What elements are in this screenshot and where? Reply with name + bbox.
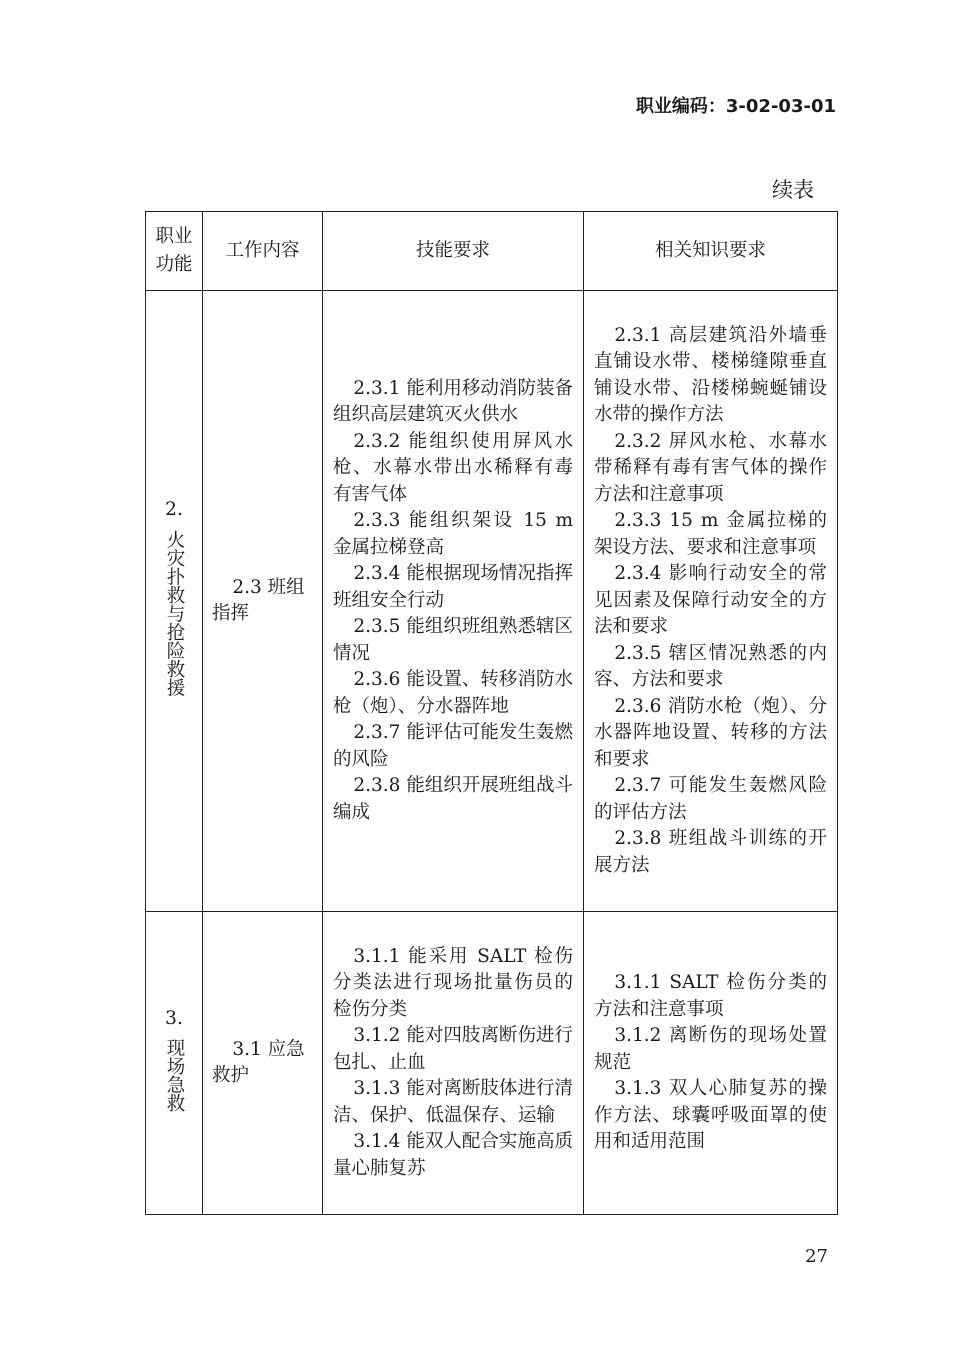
skill-item: 3.1.1 能采用 SALT 检伤分类法进行现场批量伤员的检伤分类 bbox=[333, 945, 573, 1020]
knowledge-item: 2.3.7 可能发生轰燃风险的评估方法 bbox=[594, 775, 827, 823]
knowledge-cell bbox=[584, 912, 838, 1215]
knowledge-item: 2.3.6 消防水枪（炮）、分水器阵地设置、转移的方法和要求 bbox=[594, 695, 827, 770]
knowledge-item: 2.3.2 屏风水枪、水幕水带稀释有毒有害气体的操作方法和注意事项 bbox=[594, 430, 827, 505]
knowledge-item: 3.1.3 双人心肺复苏的操作方法、球囊呼吸面罩的使用和适用范围 bbox=[594, 1078, 827, 1153]
page-number: 27 bbox=[805, 1246, 828, 1267]
knowledge-item: 2.3.4 影响行动安全的常见因素及保障行动安全的方法和要求 bbox=[594, 563, 827, 638]
knowledge-item: 2.3.1 高层建筑沿外墙垂直铺设水带、楼梯缝隙垂直铺设水带、沿楼梯蜿蜒铺设水带的操作方法 bbox=[594, 324, 827, 426]
skill-item: 2.3.5 能组织班组熟悉辖区情况 bbox=[333, 616, 573, 664]
function-number: 3. bbox=[165, 1007, 183, 1029]
function-number: 2. bbox=[165, 499, 183, 521]
knowledge-cell bbox=[584, 291, 838, 912]
skill-item: 2.3.6 能设置、转移消防水枪（炮）、分水器阵地 bbox=[333, 669, 573, 717]
knowledge-item: 2.3.5 辖区情况熟悉的内容、方法和要求 bbox=[594, 642, 827, 691]
occupation-code: 职业编码：3-02-03-01 bbox=[635, 96, 836, 117]
knowledge-item: 2.3.3 15 m 金属拉梯的架设方法、要求和注意事项 bbox=[594, 510, 827, 558]
header-content: 工作内容 bbox=[203, 212, 323, 291]
skill-item: 3.1.4 能双人配合实施高质量心肺复苏 bbox=[333, 1131, 573, 1179]
skill-item: 2.3.4 能根据现场情况指挥班组安全行动 bbox=[333, 563, 573, 611]
skill-item: 2.3.7 能评估可能发生轰燃的风险 bbox=[333, 722, 573, 770]
skill-item: 3.1.2 能对四肢离断伤进行包扎、止血 bbox=[333, 1025, 573, 1073]
table-row bbox=[146, 291, 838, 912]
function-name: 火灾扑救与抢险救援 bbox=[164, 529, 185, 697]
skill-item: 2.3.1 能利用移动消防装备组织高层建筑灭火供水 bbox=[333, 377, 573, 426]
skill-item: 2.3.8 能组织开展班组战斗编成 bbox=[333, 775, 573, 823]
function-cell bbox=[146, 912, 203, 1215]
header-skills: 技能要求 bbox=[323, 212, 584, 291]
skill-item: 3.1.3 能对离断肢体进行清洁、保护、低温保存、运输 bbox=[333, 1078, 573, 1126]
work-content: 3.1 应急救护 bbox=[203, 912, 323, 1215]
knowledge-item: 2.3.8 班组战斗训练的开展方法 bbox=[594, 828, 827, 876]
header-function: 职业功能 bbox=[146, 212, 203, 291]
function-name: 现场急救 bbox=[164, 1038, 185, 1112]
continued-label: 续表 bbox=[772, 178, 814, 202]
header-knowledge: 相关知识要求 bbox=[584, 212, 838, 291]
skills-cell bbox=[323, 291, 584, 912]
knowledge-item: 3.1.1 SALT 检伤分类的方法和注意事项 bbox=[594, 972, 827, 1020]
knowledge-item: 3.1.2 离断伤的现场处置规范 bbox=[594, 1025, 827, 1073]
skill-item: 2.3.3 能组织架设 15 m 金属拉梯登高 bbox=[333, 510, 573, 558]
work-content: 2.3 班组指挥 bbox=[203, 291, 323, 912]
function-cell bbox=[146, 291, 203, 912]
skills-table bbox=[145, 211, 838, 1215]
skills-cell bbox=[323, 912, 584, 1215]
table-row bbox=[146, 912, 838, 1215]
skill-item: 2.3.2 能组织使用屏风水枪、水幕水带出水稀释有毒有害气体 bbox=[333, 430, 573, 505]
